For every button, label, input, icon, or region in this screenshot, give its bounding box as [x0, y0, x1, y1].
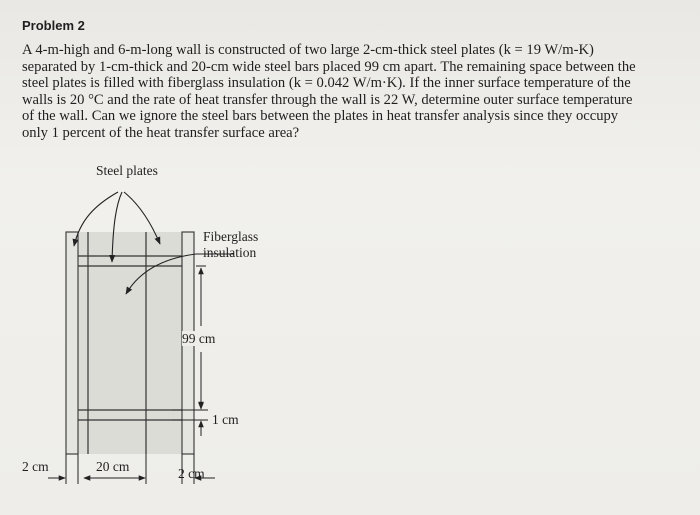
statement-line-3: steel plates is filled with fiberglass insulation (k = 0.042 W/m·K). If the inner surface temperature of the	[22, 75, 631, 92]
spacing-label: 99 cm	[182, 331, 216, 346]
steel-plates-label: Steel plates	[96, 163, 158, 178]
fiberglass-insulation-region	[78, 232, 182, 454]
right-plate-thickness-label: 2 cm	[178, 466, 205, 481]
statement-line-5: of the wall. Can we ignore the steel bars between the plates in heat transfer analysis since they occupy	[22, 108, 619, 125]
statement-line-1: A 4-m-high and 6-m-long wall is constructed of two large 2-cm-thick steel plates (k = 19 W/m-K)	[22, 42, 594, 58]
fiberglass-label-line1: Fiberglass	[203, 229, 259, 244]
left-plate-thickness-label: 2 cm	[22, 459, 49, 474]
statement-line-6: only 1 percent of the heat transfer surface area?	[22, 124, 300, 141]
problem-title: Problem 2	[22, 18, 85, 33]
fiberglass-label-line2: insulation	[203, 245, 257, 260]
statement-line-2: separated by 1-cm-thick and 20-cm wide steel bars placed 99 cm apart. The remaining space between the	[22, 58, 636, 75]
left-steel-plate	[66, 232, 78, 454]
bar-thickness-label: 1 cm	[212, 412, 239, 427]
statement-line-4: walls is 20 °C and the rate of heat transfer through the wall is 22 W, determine outer surface temperature	[22, 91, 633, 108]
bar-width-label: 20 cm	[96, 459, 130, 474]
